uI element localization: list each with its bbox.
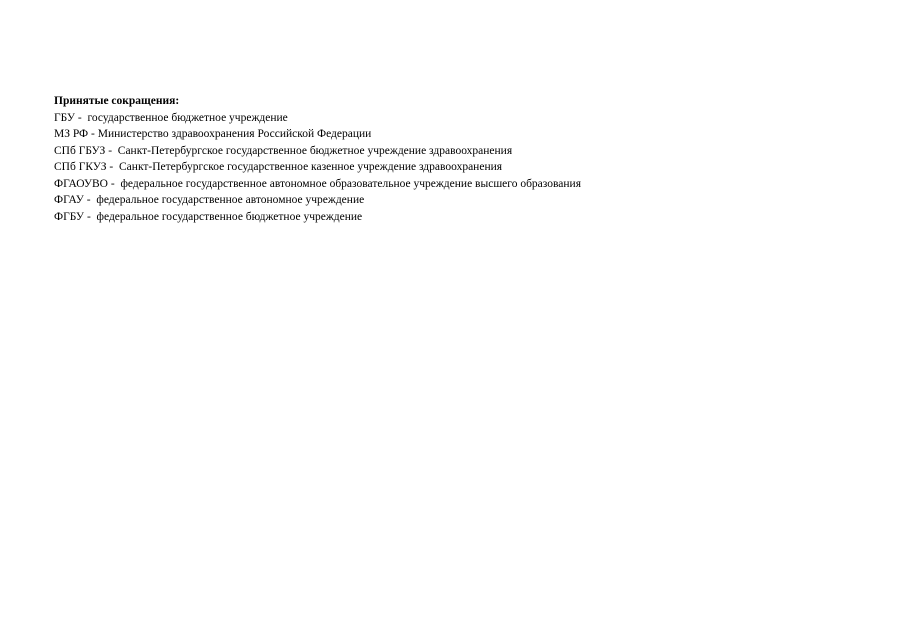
abbreviation-term: ФГАОУВО [54,177,108,190]
abbreviation-item [54,126,874,143]
abbreviations-list [54,110,874,226]
abbreviation-term: ФГБУ [54,210,85,223]
abbreviation-item [54,143,874,160]
abbreviation-separator: - [108,177,121,190]
abbreviation-term: ГБУ [54,111,75,124]
abbreviation-term: ФГАУ [54,194,84,206]
abbreviation-definition: федеральное государственное автономное учреждение [96,194,365,206]
abbreviation-separator: - [105,144,118,157]
abbreviation-definition: Санкт-Петербургское государственное бюджетное учреждение здравоохранения [117,144,513,157]
abbreviation-term: СПб ГКУЗ [54,161,107,173]
abbreviation-separator: - [84,210,97,223]
abbreviation-definition: федеральное государственное автономное образовательное учреждение высшего образования [120,177,581,190]
abbreviation-definition: государственное бюджетное учреждение [87,111,288,124]
abbreviation-definition: Министерство здравоохранения Российской Федерации [97,128,372,140]
abbreviation-separator: - [88,128,98,140]
abbreviation-item [54,176,874,193]
abbreviation-definition: федеральное государственное бюджетное учреждение [96,210,363,223]
abbreviations-section [54,93,874,225]
abbreviation-separator: - [75,111,88,124]
abbreviation-term: МЗ РФ [54,128,89,140]
abbreviation-separator: - [83,194,97,206]
abbreviation-separator: - [106,161,120,173]
abbreviation-term: СПб ГБУЗ [54,144,106,157]
abbreviation-definition: Санкт-Петербургское государственное казенное учреждение здравоохранения [119,161,503,173]
abbreviation-item [54,110,874,127]
abbreviation-item [54,209,874,226]
abbreviation-item [54,192,874,209]
abbreviation-item [54,159,874,176]
abbreviations-heading: Принятые сокращения: [54,95,180,107]
